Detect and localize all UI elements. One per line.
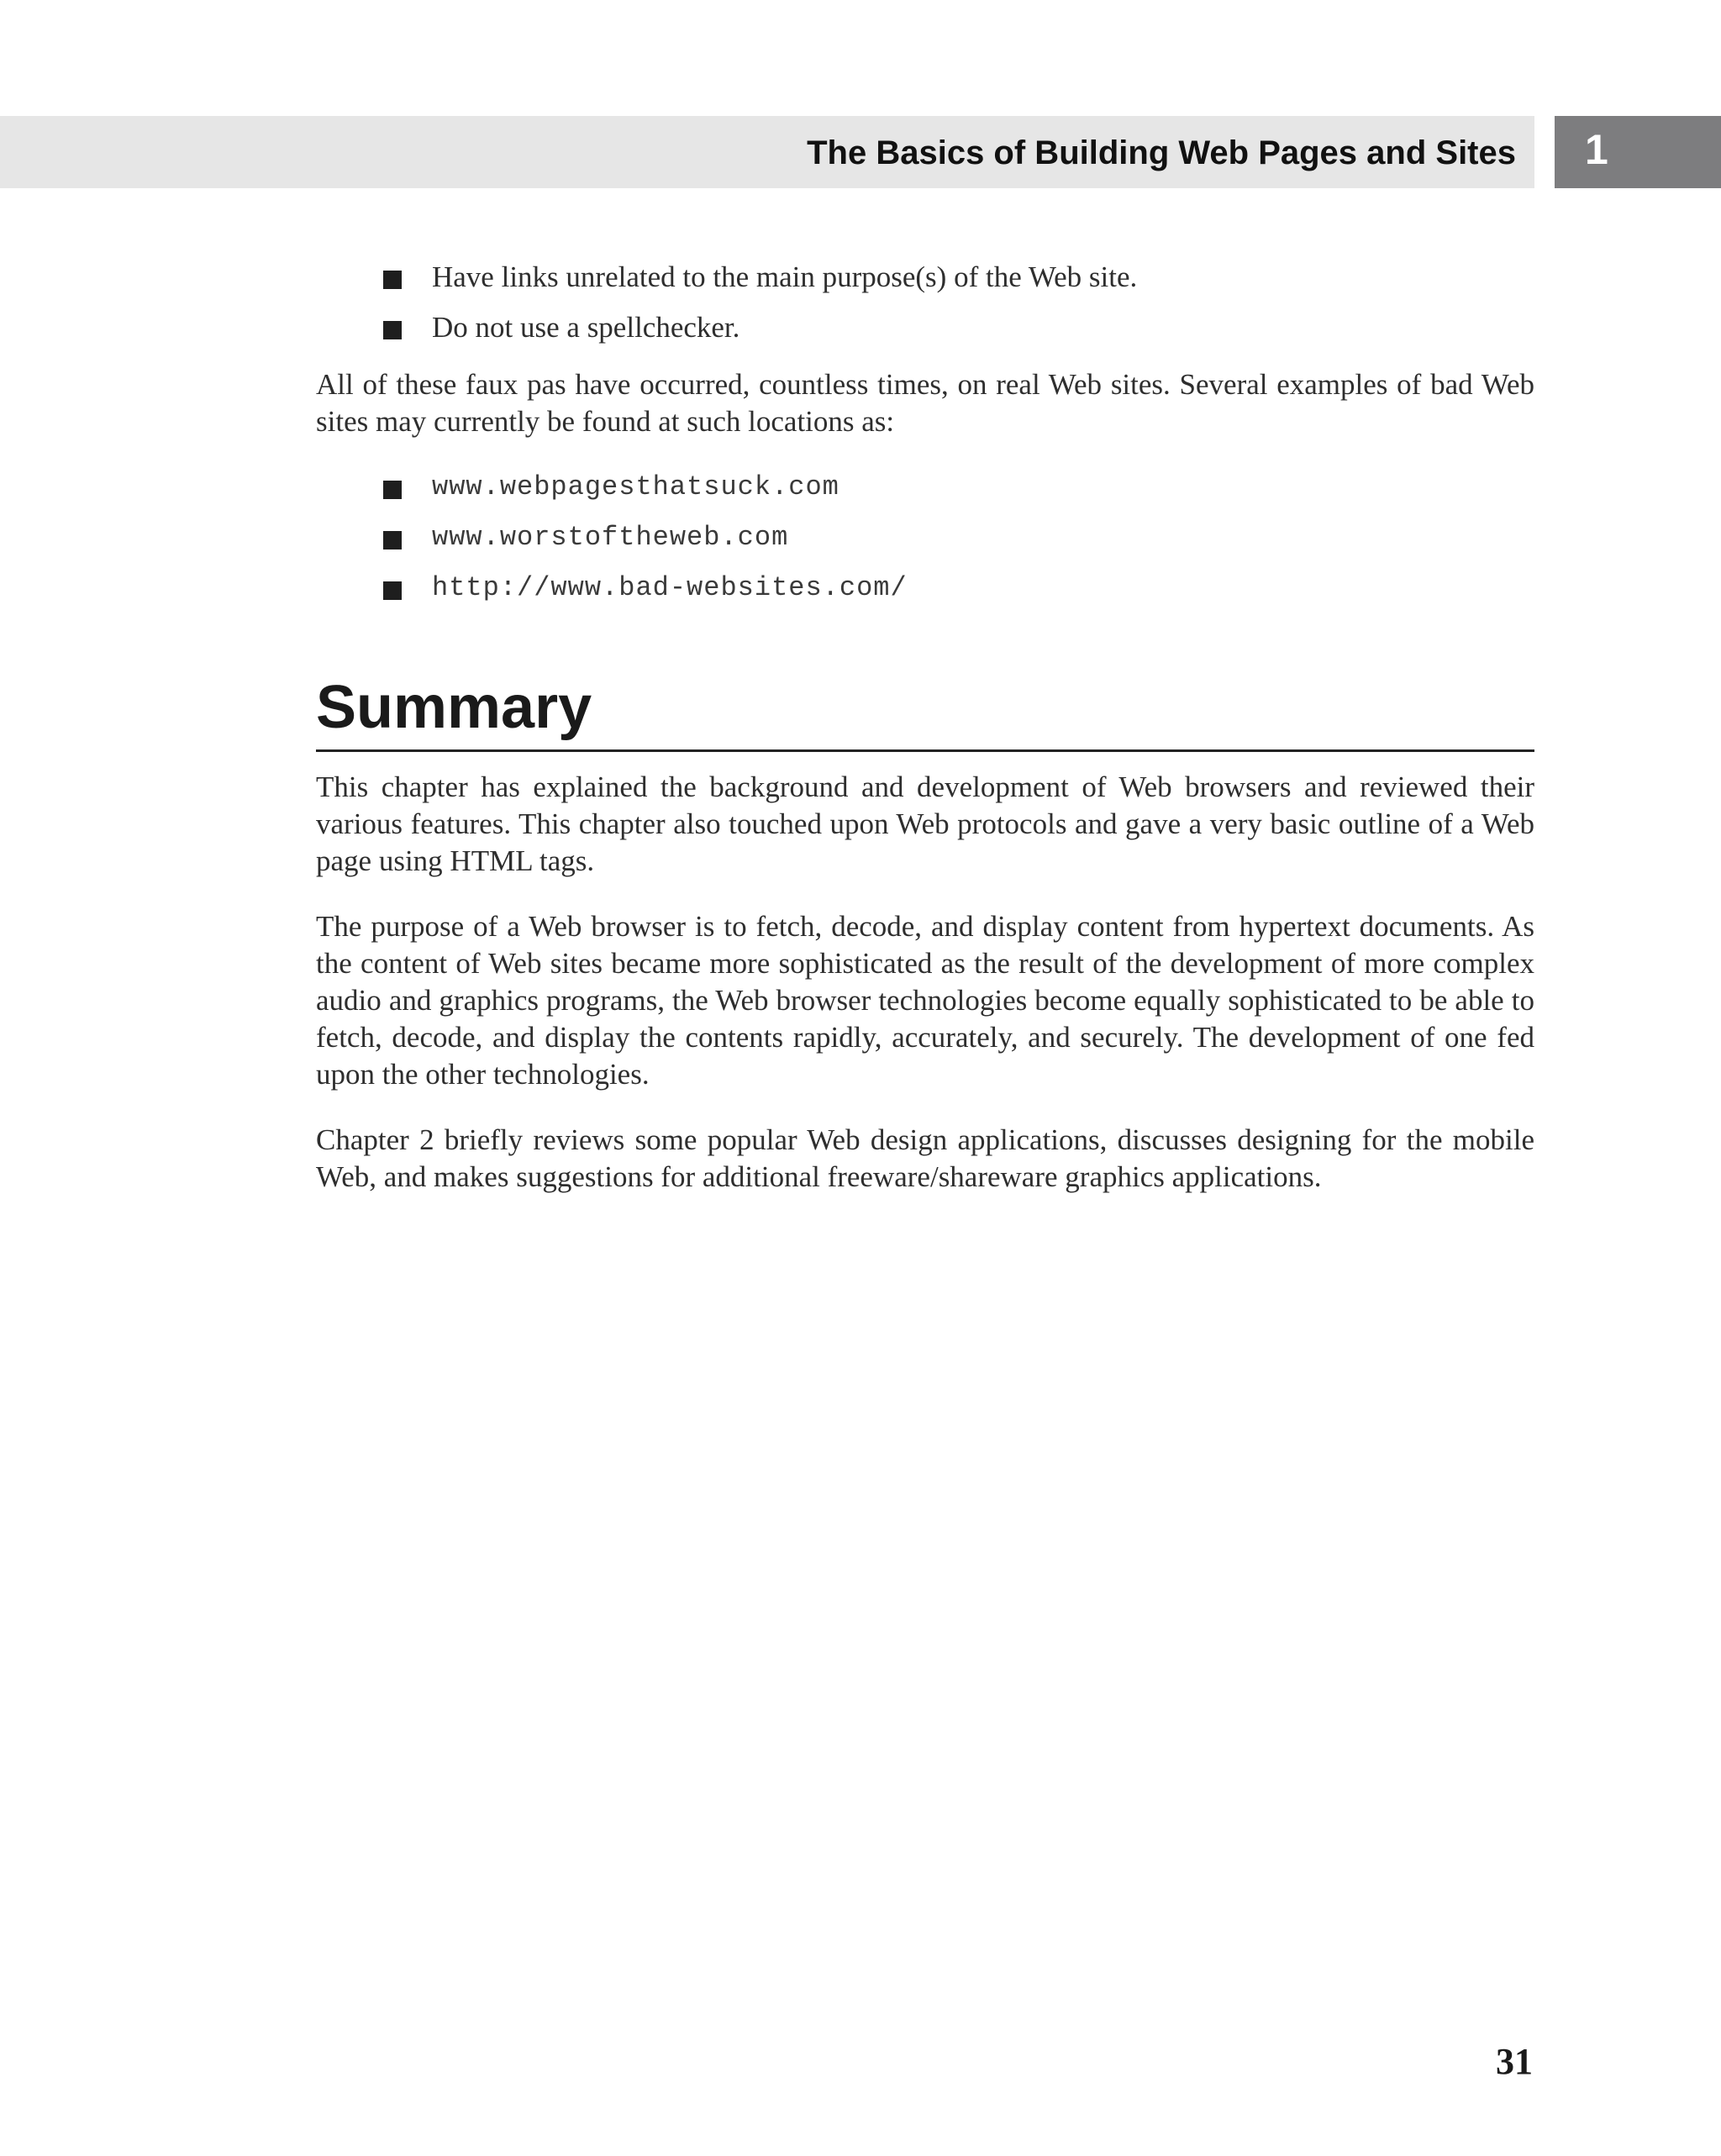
chapter-tab: [1555, 116, 1721, 188]
list-item: [383, 563, 1534, 613]
page-content: [316, 252, 1534, 1224]
list-item-text: Have links unrelated to the main purpose(s) of the Web site.: [432, 260, 1138, 293]
list-item: [383, 252, 1534, 302]
list-item: [383, 462, 1534, 513]
bullet-list-top: [316, 252, 1534, 353]
running-header-title: The Basics of Building Web Pages and Sites: [807, 134, 1516, 171]
summary-paragraph: Chapter 2 briefly reviews some popular Web design applications, discusses designing for the mobile Web, and makes suggestions for additional freeware/shareware graphics applications.: [316, 1123, 1534, 1193]
square-bullet-icon: [383, 481, 402, 499]
chapter-number: 1: [1585, 126, 1608, 173]
square-bullet-icon: [383, 531, 402, 550]
square-bullet-icon: [383, 581, 402, 600]
square-bullet-icon: [383, 321, 402, 339]
intro-paragraph: All of these faux pas have occurred, countless times, on real Web sites. Several examples of bad Web sites may currently be found at such locations as:: [316, 368, 1534, 438]
url-bullet-list: [316, 462, 1534, 613]
summary-paragraph: The purpose of a Web browser is to fetch, decode, and display content from hypertext documents. As the content of Web sites became more sophisticated as the result of the development of more complex audio and graphics programs, the Web browser technologies become equally sophisticated to be able to fetch, decode, and display the contents rapidly, accurately, and securely. The development of one fed upon the other technologies.: [316, 910, 1534, 1091]
section-heading: Summary: [316, 670, 1534, 752]
page-number: 31: [1496, 2041, 1533, 2082]
square-bullet-icon: [383, 271, 402, 289]
list-item: [383, 302, 1534, 353]
list-item-text: Do not use a spellchecker.: [432, 311, 740, 344]
url-text: http://www.bad-websites.com/: [432, 572, 908, 603]
summary-body: [316, 769, 1534, 1196]
url-text: www.worstoftheweb.com: [432, 522, 789, 553]
url-text: www.webpagesthatsuck.com: [432, 471, 839, 502]
summary-paragraph: This chapter has explained the background and development of Web browsers and reviewed their various features. This chapter also touched upon Web protocols and gave a very basic outline of a Web page using HTML tags.: [316, 770, 1534, 877]
list-item: [383, 513, 1534, 563]
